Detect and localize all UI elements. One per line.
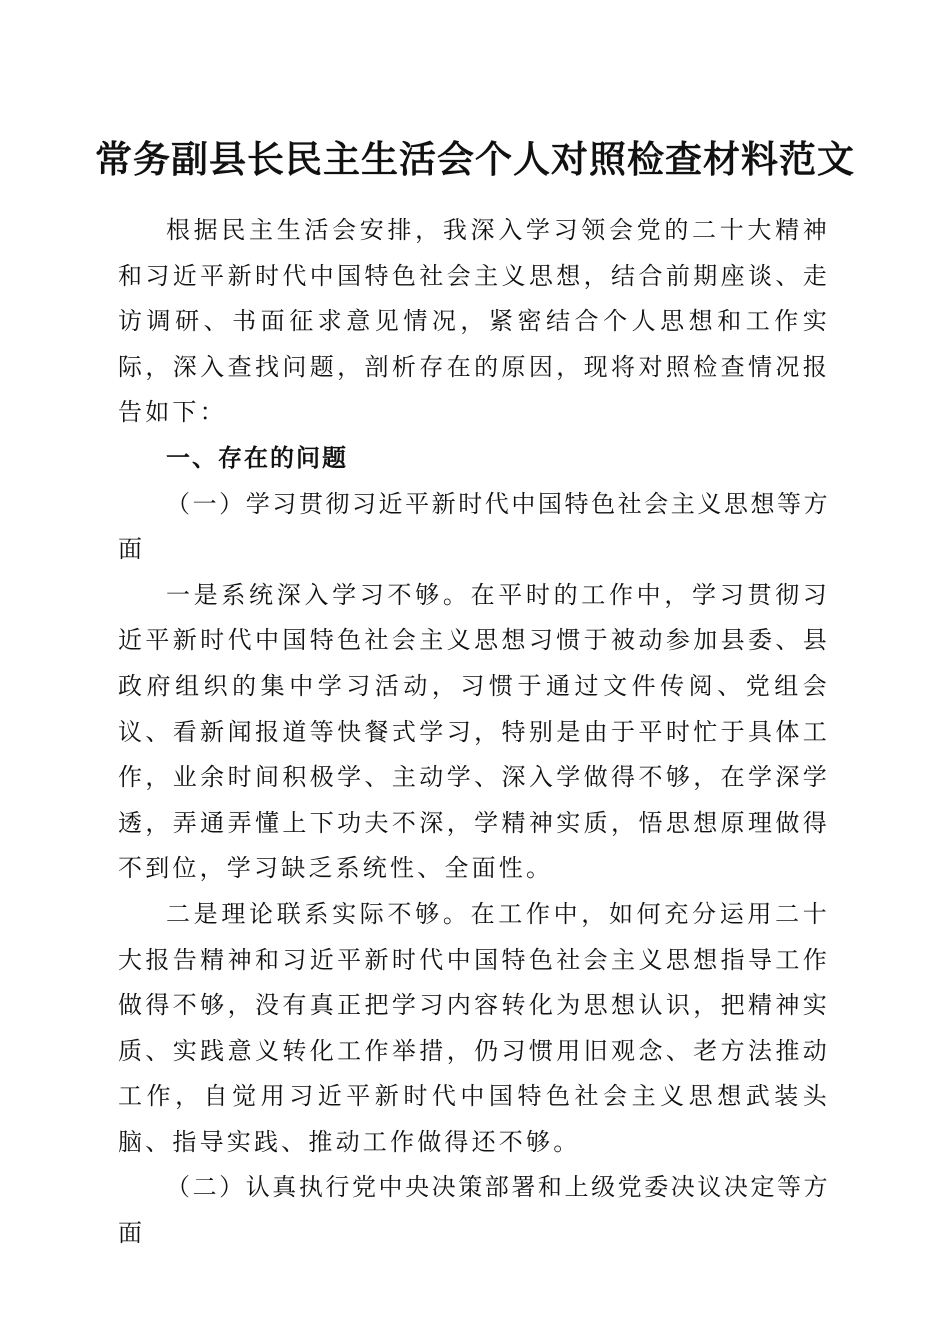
subsection-heading-2: （二）认真执行党中央决策部署和上级党委决议决定等方面	[118, 1173, 830, 1248]
document-title: 常务副县长民主生活会个人对照检查材料范文	[95, 137, 855, 181]
section-heading-problems: 一、存在的问题	[166, 443, 348, 472]
point-2-lead: 二是理论联系实际不够。	[166, 899, 471, 928]
point-1-text: 在平时的工作中，学习贯彻习近平新时代中国特色社会主义思想习惯于被动参加县委、县政府组织的集中学习活动，习惯于通过文件传阅、党组会议、看新闻报道等快餐式学习，特别是由于平时忙于具体工作，业余时间积极学、主动学、深入学做得不够，在学深学透，弄通弄懂上下功夫不深，学精神实质，悟思想原理做得不到位，学习缺乏系统性、全面性。	[118, 580, 830, 883]
point-1-paragraph	[118, 573, 830, 892]
point-2-text: 在工作中，如何充分运用二十大报告精神和习近平新时代中国特色社会主义思想指导工作做得不够，没有真正把学习内容转化为思想认识，把精神实质、实践意义转化工作举措，仍习惯用旧观念、老方法推动工作，自觉用习近平新时代中国特色社会主义思想武装头脑、指导实践、推动工作做得还不够。	[118, 899, 830, 1156]
subsection-heading-1: （一）学习贯彻习近平新时代中国特色社会主义思想等方面	[118, 489, 830, 564]
point-1-lead: 一是系统深入学习不够。	[166, 580, 471, 609]
intro-paragraph: 根据民主生活会安排，我深入学习领会党的二十大精神和习近平新时代中国特色社会主义思想，结合前期座谈、走访调研、书面征求意见情况，紧密结合个人思想和工作实际，深入查找问题，剖析存在的原因，现将对照检查情况报告如下：	[118, 216, 830, 427]
point-2-paragraph	[118, 892, 830, 1166]
document-body	[118, 208, 830, 1257]
